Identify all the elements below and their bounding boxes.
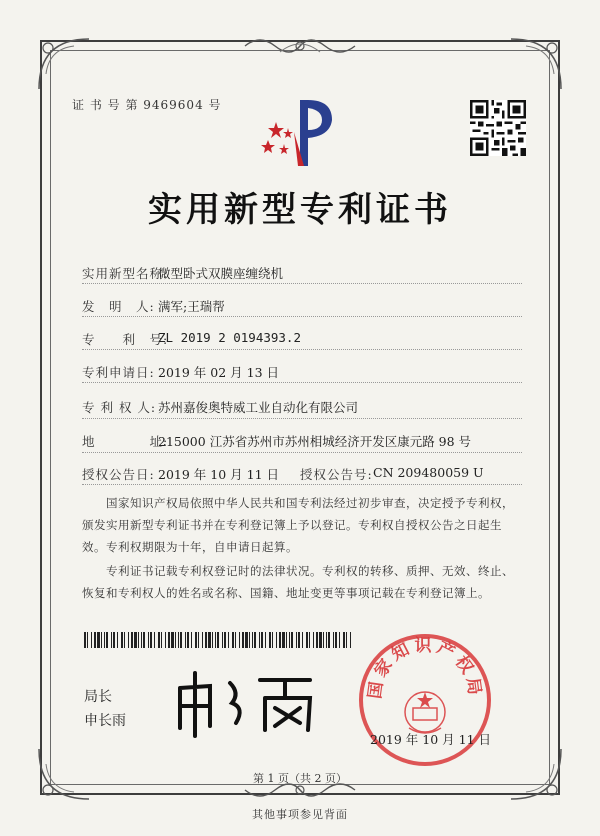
divider xyxy=(82,382,522,383)
director-signature xyxy=(170,668,320,738)
utility-model-name-value: 微型卧式双膜座缠绕机 xyxy=(158,266,284,281)
grant-number-label: 授权公告号: xyxy=(300,467,373,482)
filing-date-value: 2019 年 02 月 13 日 xyxy=(158,365,279,380)
certificate-number: 证 书 号 第 9469604 号 xyxy=(72,98,222,112)
patentee-label: 专 利 权 人: xyxy=(82,400,157,415)
official-seal xyxy=(355,630,495,770)
cnipa-emblem-icon xyxy=(258,92,348,172)
barcode-icon xyxy=(84,632,354,648)
divider xyxy=(82,316,522,317)
divider xyxy=(82,283,522,284)
director-name: 申长雨 xyxy=(84,713,126,729)
patentee-value: 苏州嘉俊奥特威工业自动化有限公司 xyxy=(158,400,359,415)
patent-number-label: 专 利 号: xyxy=(82,332,169,347)
divider xyxy=(82,484,522,485)
director-title: 局长 xyxy=(84,689,112,705)
address-value: 215000 江苏省苏州市苏州相城经济开发区康元路 98 号 xyxy=(158,434,472,449)
grant-date-value: 2019 年 10 月 11 日 xyxy=(158,467,279,482)
divider xyxy=(82,349,522,350)
certificate-title: 实用新型专利证书 xyxy=(148,190,452,230)
top-ornament-icon xyxy=(240,34,360,58)
corner-ornament-icon xyxy=(34,34,94,94)
filing-date-label: 专利申请日: xyxy=(82,365,155,380)
divider xyxy=(82,418,522,419)
seal-date: 2019 年 10 月 11 日 xyxy=(370,732,491,747)
footer-note: 其他事项参见背面 xyxy=(252,808,348,821)
inventor-value: 满军;王瑞帮 xyxy=(158,299,225,314)
patent-number-value: ZL 2019 2 0194393.2 xyxy=(158,330,301,345)
grant-number-value: CN 209480059 U xyxy=(373,465,484,480)
corner-ornament-icon xyxy=(506,34,566,94)
certificate-statement: 国家知识产权局依照中华人民共和国专利法经过初步审查，决定授予专利权，颁发实用新型专利证书并在专利登记簿上予以登记。专利权自授权公告之日起生效。专利权期限为十年，自申请日起算。 xyxy=(82,496,514,554)
svg-text:国家知识产权局: 国家知识产权局 xyxy=(365,635,485,701)
inventor-label: 发 明 人: xyxy=(82,299,155,314)
utility-model-name-label: 实用新型名称: xyxy=(82,266,169,281)
legal-status-note: 专利证书记载专利权登记时的法律状况。专利权的转移、质押、无效、终止、恢复和专利权人的姓名或名称、国籍、地址变更等事项记载在专利登记簿上。 xyxy=(82,564,514,600)
page-number: 第 1 页（共 2 页） xyxy=(253,772,347,785)
qr-code-icon xyxy=(470,100,526,156)
divider xyxy=(82,452,522,453)
address-label: 地 址: xyxy=(82,434,169,449)
grant-date-label: 授权公告日: xyxy=(82,467,155,482)
